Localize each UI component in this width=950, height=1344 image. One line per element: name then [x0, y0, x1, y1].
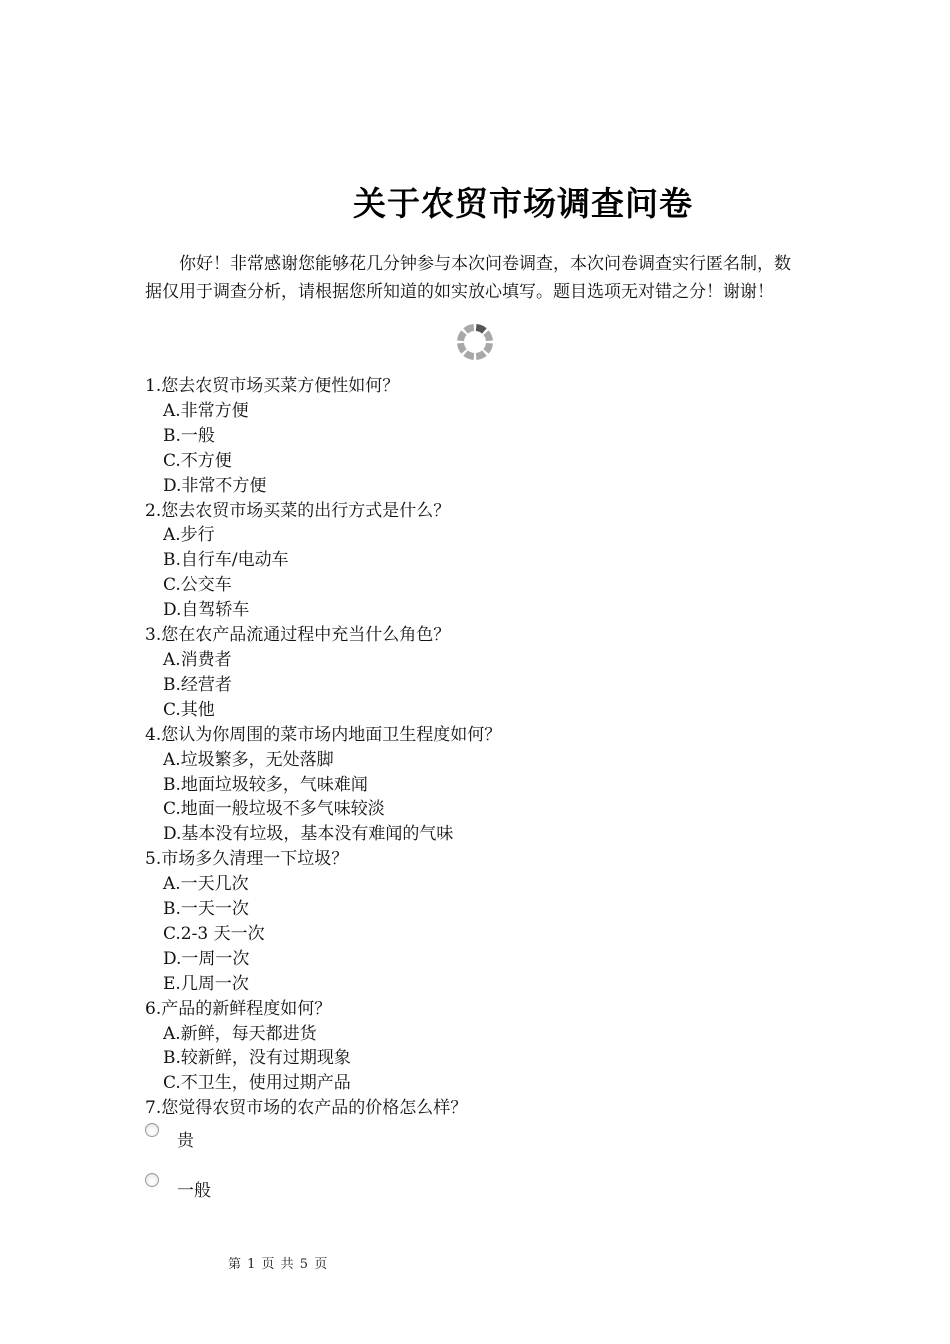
page-title: 关于农贸市场调查问卷	[353, 184, 693, 223]
question-option: E.几周一次	[163, 973, 249, 994]
question-text: 4.您认为你周围的菜市场内地面卫生程度如何？	[145, 724, 502, 745]
spinner-segment	[476, 324, 487, 334]
question-option: A.步行	[163, 525, 215, 546]
question-list	[145, 374, 795, 1121]
radio-option[interactable]	[145, 1123, 545, 1173]
spinner-segment	[483, 343, 493, 354]
question-option: A.一天几次	[163, 874, 249, 895]
question-option: B.较新鲜，没有过期现象	[163, 1048, 351, 1069]
question-option: B.经营者	[163, 674, 232, 695]
spinner-segment	[457, 343, 467, 354]
question-option: D.一周一次	[163, 948, 250, 969]
question-option: C.不卫生，使用过期产品	[163, 1073, 351, 1094]
spinner-segment	[483, 330, 493, 341]
question-option: D.自驾轿车	[163, 600, 250, 621]
radio-button[interactable]	[145, 1173, 159, 1187]
question-block	[145, 847, 795, 996]
question-block	[145, 499, 795, 624]
spinner-segment	[457, 330, 467, 341]
question-option: A.新鲜，每天都进货	[163, 1023, 317, 1044]
question-option: D.基本没有垃圾，基本没有难闻的气味	[163, 824, 454, 845]
question-option: C.不方便	[163, 450, 232, 471]
intro-paragraph: 你好！非常感谢您能够花几分钟参与本次问卷调查，本次问卷调查实行匿名制，数据仅用于调查分析，请根据您所知道的如实放心填写。题目选项无对错之分！谢谢！	[145, 254, 791, 302]
question-text: 7.您觉得农贸市场的农产品的价格怎么样？	[145, 1098, 468, 1119]
page-footer: 第 1 页 共 5 页	[228, 1257, 329, 1272]
question-option: B.自行车/电动车	[163, 550, 289, 571]
question-block	[145, 1096, 795, 1121]
loading-spinner-icon	[456, 323, 494, 361]
question-text: 5.市场多久清理一下垃圾？	[145, 849, 349, 870]
question-option: C.其他	[163, 699, 215, 720]
question-block	[145, 374, 795, 499]
question-option: C.地面一般垃圾不多气味较淡	[163, 799, 385, 820]
spinner-segment	[463, 350, 474, 360]
question-option: B.地面垃圾较多，气味难闻	[163, 774, 368, 795]
radio-button[interactable]	[145, 1123, 159, 1137]
spinner-segment	[476, 350, 487, 360]
question-option: C.公交车	[163, 575, 232, 596]
question-option: A.非常方便	[163, 400, 249, 421]
question-option: B.一般	[163, 425, 215, 446]
question-option: A.消费者	[163, 649, 232, 670]
radio-label: 一般	[177, 1181, 211, 1201]
question-option: B.一天一次	[163, 899, 249, 920]
question-block	[145, 723, 795, 848]
question-text: 2.您去农贸市场买菜的出行方式是什么？	[145, 500, 451, 521]
question-option: A.垃圾繁多，无处落脚	[163, 749, 334, 770]
question-block	[145, 623, 795, 723]
question-text: 3.您在农产品流通过程中充当什么角色？	[145, 625, 451, 646]
spinner-segment	[463, 324, 474, 334]
question-option: D.非常不方便	[163, 475, 267, 496]
question-option: C.2-3 天一次	[163, 923, 265, 944]
question-text: 6.产品的新鲜程度如何？	[145, 998, 332, 1019]
radio-option[interactable]	[145, 1173, 545, 1223]
radio-group	[145, 1123, 545, 1223]
question-block	[145, 997, 795, 1097]
question-text: 1.您去农贸市场买菜方便性如何？	[145, 376, 400, 396]
radio-label: 贵	[177, 1131, 194, 1151]
